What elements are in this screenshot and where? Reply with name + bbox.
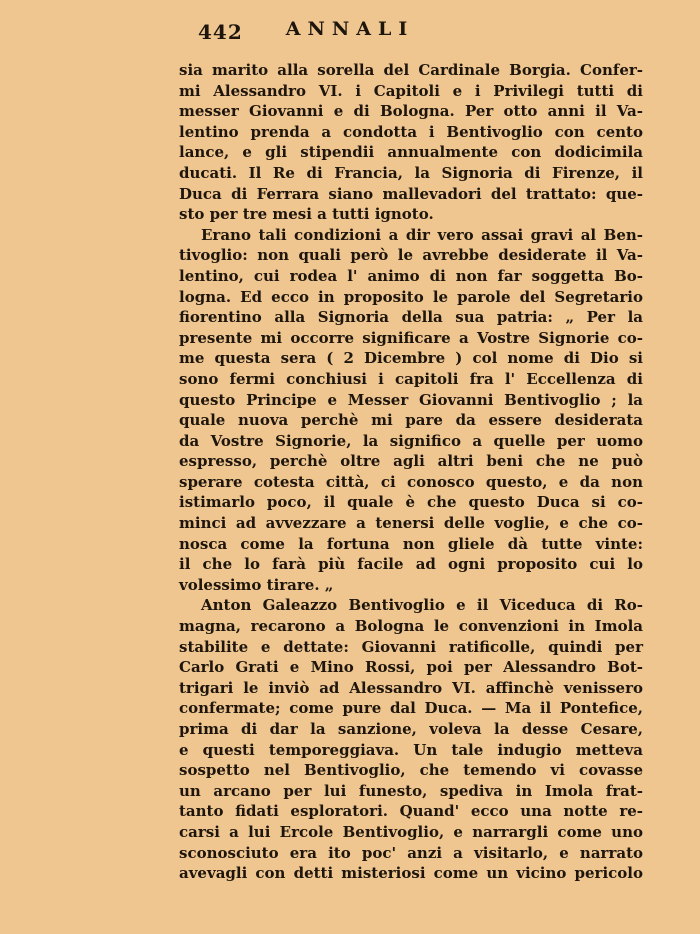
- text-line: espresso, perchè oltre agli altri beni che ne può: [179, 452, 643, 471]
- text-line: messer Giovanni e di Bologna. Per otto anni il Va-: [179, 102, 643, 121]
- text-line: sia marito alla sorella del Cardinale Borgia. Confer-: [179, 61, 643, 79]
- text-line: lance, e gli stipendii annualmente con dodicimila: [179, 143, 643, 162]
- text-line: confermate; come pure dal Duca. — Ma il Pontefice,: [179, 699, 643, 718]
- text-line: Duca di Ferrara siano mallevadori del trattato: que-: [179, 184, 643, 203]
- text-line: tivoglio: non quali però le avrebbe desiderate il Va-: [179, 246, 643, 265]
- text-line: stabilite e dettate: Giovanni ratificolle, quindi per: [179, 637, 643, 656]
- text-line: e questi temporeggiava. Un tale indugio metteva: [179, 740, 643, 759]
- text-line: carsi a lui Ercole Bentivoglio, e narrargli come uno: [179, 822, 643, 841]
- text-line: un arcano per lui funesto, spediva in Imola frat-: [179, 781, 643, 800]
- body-text: [179, 60, 643, 884]
- text-line: tanto fidati esploratori. Quand' ecco una notte re-: [179, 802, 643, 821]
- text-line: sospetto nel Bentivoglio, che temendo vi covasse: [179, 761, 643, 780]
- text-line: logna. Ed ecco in proposito le parole del Segretario: [179, 287, 643, 306]
- text-line: il che lo farà più facile ad ogni proposito cui lo: [179, 555, 643, 574]
- text-line: Carlo Grati e Mino Rossi, poi per Alessandro Bot-: [179, 658, 643, 677]
- text-line: mi Alessandro VI. i Capitoli e i Privilegi tutti di: [179, 81, 643, 100]
- text-line: ducati. Il Re di Francia, la Signoria di Firenze, il: [179, 163, 643, 182]
- text-line: sconosciuto era ito poc' anzi a visitarlo, e narrato: [179, 843, 643, 862]
- text-line: sto per tre mesi a tutti ignoto.: [179, 205, 434, 224]
- text-line: sono fermi conchiusi i capitoli fra l' Eccellenza di: [179, 369, 643, 388]
- text-line: prima di dar la sanzione, voleva la desse Cesare,: [179, 720, 643, 738]
- text-line: nosca come la fortuna non gliele dà tutte vinte:: [179, 534, 643, 553]
- text-line: minci ad avvezzare a tenersi delle voglie, e che co-: [179, 514, 643, 533]
- text-line: quale nuova perchè mi pare da essere desiderata: [179, 411, 643, 430]
- text-line: trigari le inviò ad Alessandro VI. affinchè venissero: [179, 678, 643, 697]
- text-line: istimarlo poco, il quale è che questo Duca si co-: [179, 493, 643, 512]
- text-line: presente mi occorre significare a Vostre Signorie co-: [179, 328, 643, 347]
- text-line: da Vostre Signorie, la significo a quelle per uomo: [179, 431, 643, 450]
- paragraph-first-line: Erano tali condizioni a dir vero assai gravi al Ben-: [201, 225, 643, 244]
- page-number: 442: [198, 20, 243, 44]
- text-line: volessimo tirare. „: [179, 575, 334, 594]
- text-line: sperare cotesta città, ci conosco questo, e da non: [179, 472, 643, 491]
- paragraph-first-line: Anton Galeazzo Bentivoglio e il Viceduca di Ro-: [201, 596, 643, 615]
- text-line: questo Principe e Messer Giovanni Bentivoglio ; la: [179, 390, 643, 409]
- text-line: avevagli con detti misteriosi come un vicino pericolo: [179, 864, 643, 883]
- text-line: lentino, cui rodea l' animo di non far soggetta Bo-: [179, 266, 643, 285]
- text-line: fiorentino alla Signoria della sua patria: „ Per la: [179, 308, 643, 327]
- text-line: magna, recarono a Bologna le convenzioni in Imola: [179, 617, 643, 636]
- text-line: lentino prenda a condotta i Bentivoglio con cento: [179, 122, 643, 141]
- text-line: me questa sera ( 2 Dicembre ) col nome di Dio si: [179, 349, 643, 368]
- page-header: [0, 18, 700, 46]
- running-title: ANNALI: [285, 18, 415, 40]
